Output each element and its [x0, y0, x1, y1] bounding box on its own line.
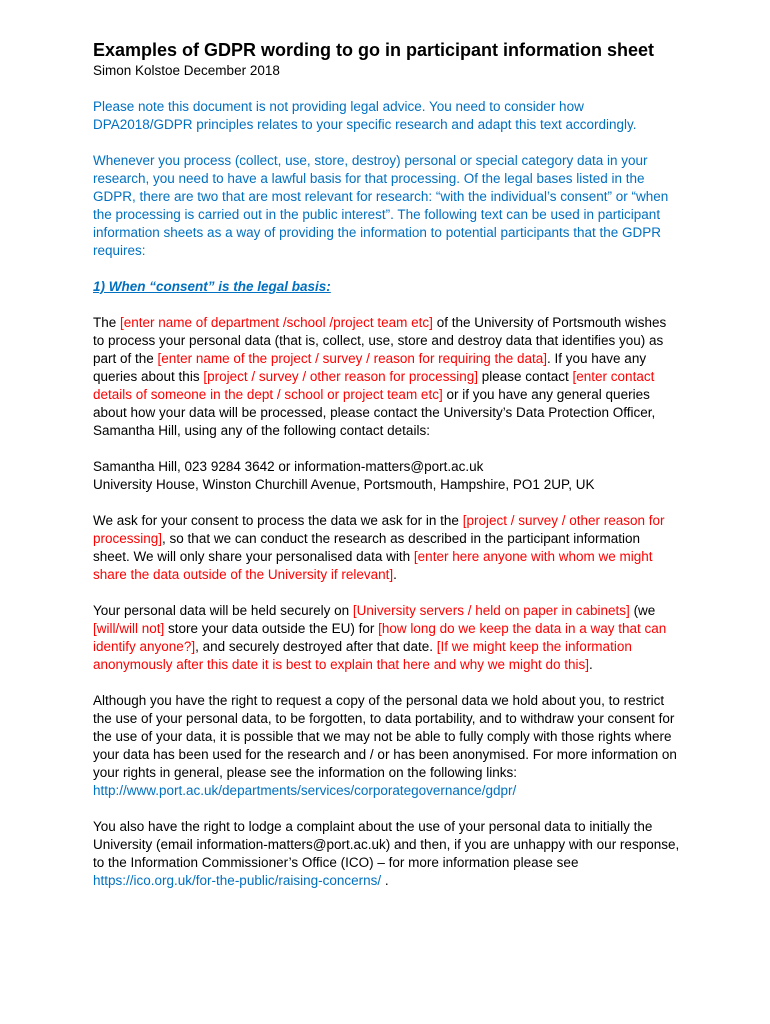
text: , so that we can conduct the research as described in the participant information sheet. We will only share your personalised data with [93, 531, 641, 564]
text: store your data outside the EU) for [164, 621, 379, 636]
text: . [393, 567, 397, 582]
section-heading-wrapper [93, 278, 680, 296]
placeholder-department: [enter name of department /school /project team etc] [120, 315, 433, 330]
text: . If you have any queries about this [93, 351, 647, 384]
placeholder-contact-details: [enter contact details of someone in the dept / school or project team etc] [93, 369, 655, 402]
text: of the University of Portsmouth wishes to process your personal data (that is, collect, use, store and destroy data that identifies you) as part of the [93, 315, 667, 366]
ico-link[interactable]: https://ico.org.uk/for-the-public/raising-concerns/ [93, 873, 382, 888]
legal-advice-note: Please note this document is not providing legal advice. You need to consider how DPA2018/GDPR principles relates to your specific research and adapt this text accordingly. [93, 99, 637, 132]
text: You also have the right to lodge a complaint about the use of your personal data to initially the University (email information-matters@port.ac.uk) and then, if you are unhappy with our response, to the Information Commissioner’s Office (ICO) – for more information please see [93, 819, 680, 870]
placeholder-project-name: [enter name of the project / survey / reason for requiring the data] [157, 351, 548, 366]
placeholder-processing-reason: [project / survey / other reason for processing] [203, 369, 478, 384]
section-heading: 1) When “consent” is the legal basis: [93, 279, 331, 294]
paragraph-complaint [93, 818, 680, 890]
placeholder-retention-period: [how long do we keep the data in a way that can identify anyone?] [93, 621, 667, 654]
text: or if you have any general queries about how your data will be processed, please contact the University’s Data Protection Officer, Samantha Hill, using any of the following contact details: [93, 387, 656, 438]
placeholder-storage-location: [University servers / held on paper in cabinets] [352, 603, 630, 618]
placeholder-processing-reason: [project / survey / other reason for processing] [93, 513, 665, 546]
placeholder-eu-storage: [will/will not] [93, 621, 165, 636]
text: . [589, 657, 593, 672]
text: . [381, 873, 389, 888]
paragraph-consent [93, 512, 680, 584]
gdpr-link[interactable]: http://www.port.ac.uk/departments/services/corporategovernance/gdpr/ [93, 783, 517, 798]
contact-line-2: University House, Winston Churchill Avenue, Portsmouth, Hampshire, PO1 2UP, UK [93, 477, 595, 492]
paragraph-storage [93, 602, 680, 674]
placeholder-data-sharing: [enter here anyone with whom we might share the data outside of the University if relevant] [93, 549, 653, 582]
contact-line-1: Samantha Hill, 023 9284 3642 or information-matters@port.ac.uk [93, 459, 484, 474]
text: Your personal data will be held securely on [93, 603, 353, 618]
contact-block [93, 458, 680, 494]
placeholder-anonymous-retention: [If we might keep the information anonymously after this date it is best to explain that here and why we might do this] [93, 639, 632, 672]
text: We ask for your consent to process the data we ask for in the [93, 513, 463, 528]
text: Although you have the right to request a copy of the personal data we hold about you, to restrict the use of your personal data, to be forgotten, to data portability, and to withdraw your consent for the use of your data, it is possible that we may not be able to fully comply with those rights where your data has been used for the research and / or has been anonymised. For more information on your rights in general, please see the information on the following links: [93, 693, 677, 780]
text: The [93, 315, 121, 330]
text: please contact [477, 369, 573, 384]
intro-paragraph: Whenever you process (collect, use, store, destroy) personal or special category data in your research, you need to have a lawful basis for that processing. Of the legal bases listed in the GDPR, there are two that are most relevant for research: “with the individual’s consent” or “when the processing is carried out in the public interest”. The following text can be used in participant information sheets as a way of providing the information to potential participants that the GDPR requires: [93, 153, 669, 258]
paragraph-rights [93, 692, 680, 800]
text: , and securely destroyed after that date. [195, 639, 437, 654]
text: (we [629, 603, 656, 618]
document-subtitle: Simon Kolstoe December 2018 [93, 63, 280, 78]
document-title: Examples of GDPR wording to go in participant information sheet [93, 40, 655, 60]
paragraph-data-controller [93, 314, 680, 440]
